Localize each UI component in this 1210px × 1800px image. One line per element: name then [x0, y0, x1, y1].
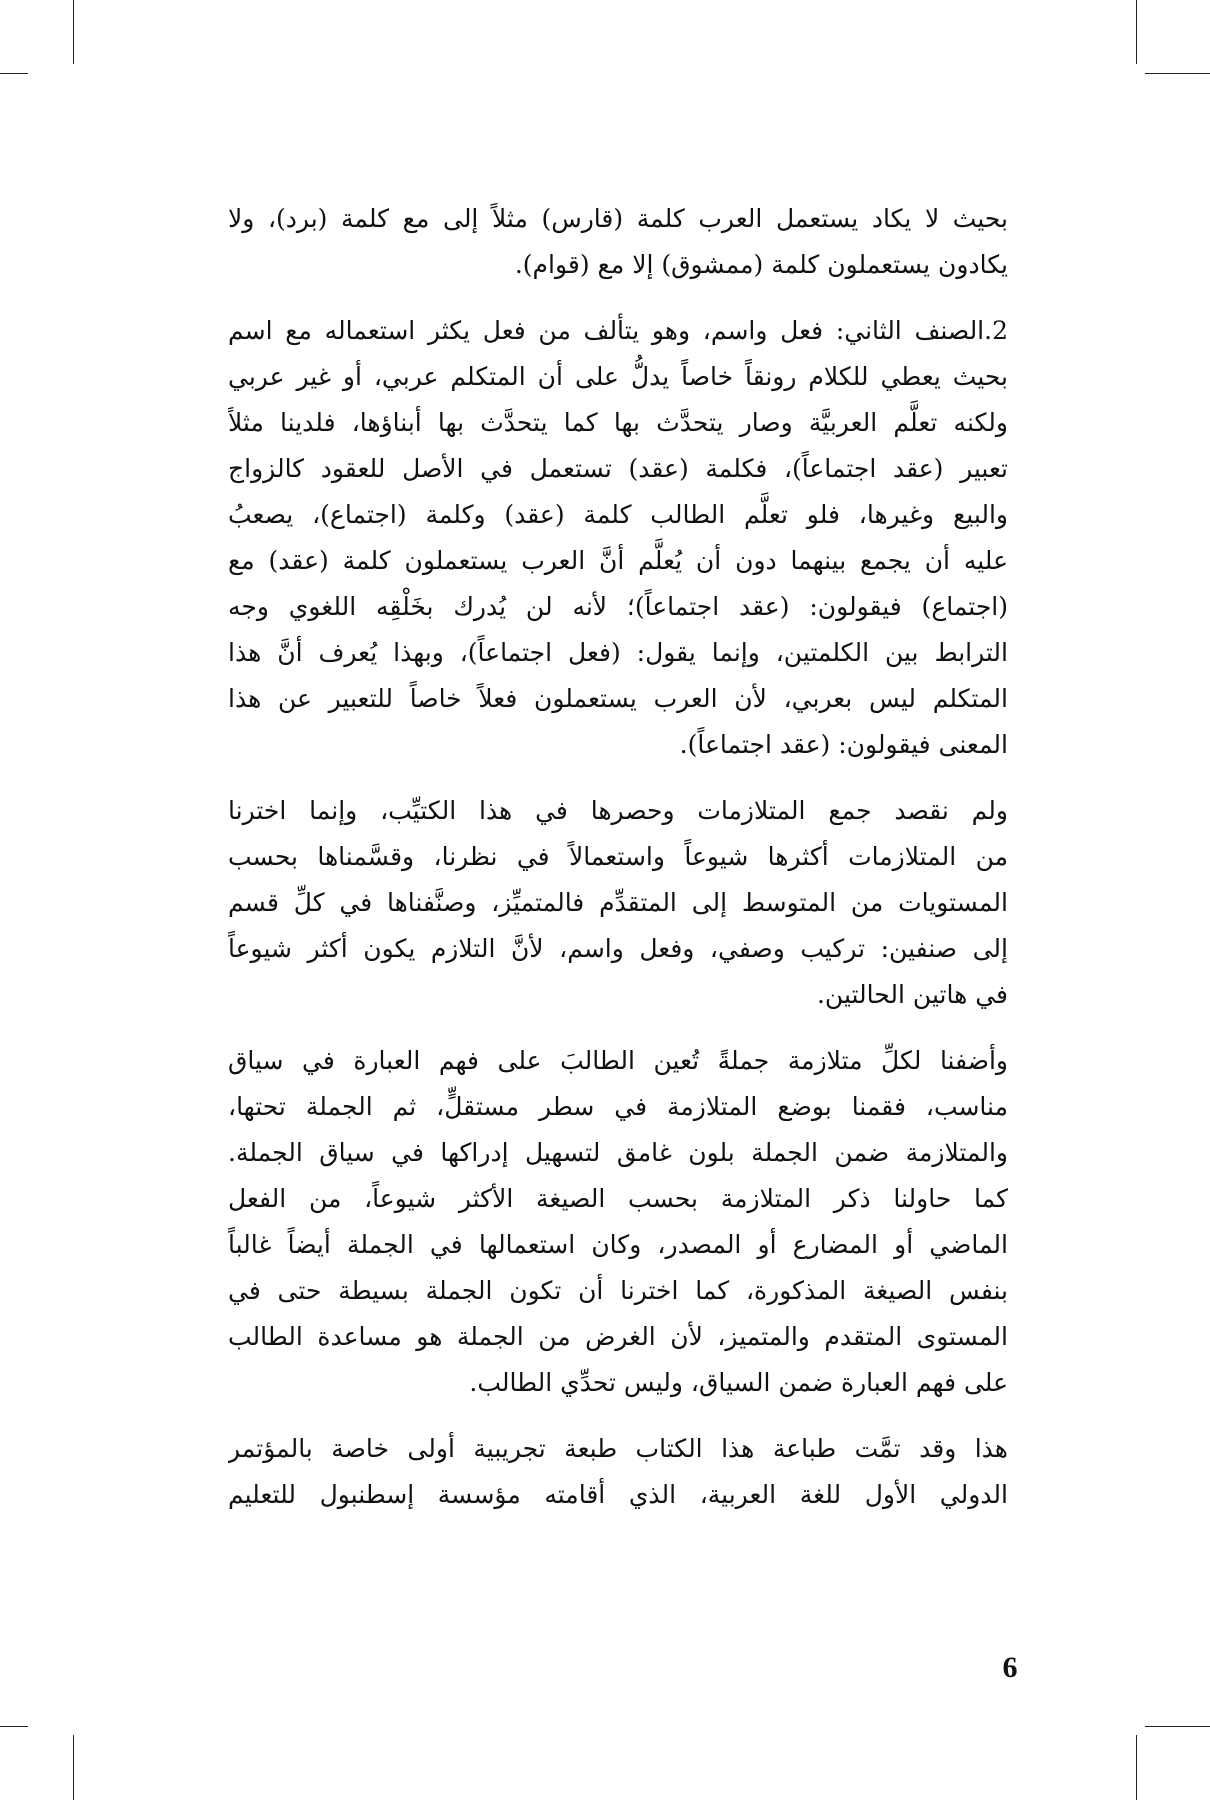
body-text — [228, 196, 1008, 1538]
text-line: وأضفنا لكلِّ متلازمة جملةً تُعين الطالبَ على فهم العبارة في سياق — [228, 1046, 1008, 1075]
text-line: والمتلازمة ضمن الجملة بلون غامق لتسهيل إدراكها في سياق الجملة. — [228, 1138, 1008, 1167]
text-line: (اجتماع) فيقولون: (عقد اجتماعاً)؛ لأنه لن يُدرك بخَلْقِه اللغوي وجه — [228, 592, 1008, 621]
crop-mark-bottom-left-vertical — [73, 1735, 74, 1800]
text-line: الماضي أو المضارع أو المصدر، وكان استعمالها في الجملة أيضاً غالباً — [228, 1230, 1008, 1259]
crop-mark-top-left-horizontal — [0, 73, 28, 74]
text-line: إلى صنفين: تركيب وصفي، وفعل واسم، لأنَّ التلازم يكون أكثر شيوعاً — [228, 934, 1008, 963]
crop-mark-top-right-vertical — [1136, 0, 1137, 64]
crop-mark-bottom-right-horizontal — [1145, 1726, 1210, 1727]
text-line: تعبير (عقد اجتماعاً)، فكلمة (عقد) تستعمل في الأصل للعقود كالزواج — [228, 454, 1008, 483]
text-line: 2.الصنف الثاني: فعل واسم، وهو يتألف من فعل يكثر استعماله مع اسم — [228, 316, 1008, 345]
text-line: الدولي الأول للغة العربية، الذي أقامته مؤسسة إسطنبول للتعليم — [228, 1480, 1008, 1509]
text-line: بحيث لا يكاد يستعمل العرب كلمة (قارس) مثلاً إلى مع كلمة (برد)، ولا — [228, 204, 1008, 233]
text-line: عليه أن يجمع بينهما دون أن يُعلَّم أنَّ العرب يستعملون كلمة (عقد) مع — [228, 546, 1008, 575]
paragraph-5 — [228, 1426, 1008, 1518]
text-line: ولكنه تعلَّم العربيَّة وصار يتحدَّث بها كما يتحدَّث بها أبناؤها، فلدينا مثلاً — [228, 408, 1008, 437]
text-line: بحيث يعطي للكلام رونقاً خاصاً يدلُّ على أن المتكلم عربي، أو غير عربي — [228, 362, 1008, 391]
paragraph-4 — [228, 1038, 1008, 1406]
text-line: المتكلم ليس بعربي، لأن العرب يستعملون فعلاً خاصاً للتعبير عن هذا — [228, 684, 1008, 713]
text-line: مناسب، فقمنا بوضع المتلازمة في سطر مستقلٍّ، ثم الجملة تحتها، — [228, 1092, 1008, 1121]
text-line: المستويات من المتوسط إلى المتقدِّم فالمتميِّز، وصنَّفناها في كلِّ قسم — [228, 888, 1008, 917]
paragraph-2 — [228, 308, 1008, 768]
text-line: كما حاولنا ذكر المتلازمة بحسب الصيغة الأكثر شيوعاً، من الفعل — [228, 1184, 1008, 1213]
crop-mark-bottom-left-horizontal — [0, 1726, 28, 1727]
text-line: ولم نقصد جمع المتلازمات وحصرها في هذا الكتيِّب، وإنما اخترنا — [228, 796, 1008, 825]
text-line: بنفس الصيغة المذكورة، كما اخترنا أن تكون الجملة بسيطة حتى في — [228, 1276, 1008, 1305]
paragraph-3 — [228, 788, 1008, 1018]
crop-mark-bottom-right-vertical — [1136, 1735, 1137, 1800]
text-line: والبيع وغيرها، فلو تعلَّم الطالب كلمة (عقد) وكلمة (اجتماع)، يصعبُ — [228, 500, 1008, 529]
text-line: على فهم العبارة ضمن السياق، وليس تحدِّي الطالب. — [469, 1368, 1008, 1397]
crop-mark-top-left-vertical — [73, 0, 74, 64]
paragraph-1 — [228, 196, 1008, 288]
crop-mark-top-right-horizontal — [1145, 73, 1210, 74]
text-line: في هاتين الحالتين. — [816, 980, 1008, 1009]
text-line: يكادون يستعملون كلمة (ممشوق) إلا مع (قوام). — [514, 250, 1008, 279]
text-line: المعنى فيقولون: (عقد اجتماعاً). — [679, 730, 1008, 759]
text-line: من المتلازمات أكثرها شيوعاً واستعمالاً في نظرنا، وقسَّمناها بحسب — [228, 842, 1008, 871]
text-line: هذا وقد تمَّت طباعة هذا الكتاب طبعة تجريبية أولى خاصة بالمؤتمر — [228, 1434, 1008, 1463]
text-line: المستوى المتقدم والمتميز، لأن الغرض من الجملة هو مساعدة الطالب — [228, 1322, 1008, 1351]
page-number: 6 — [1002, 1651, 1018, 1684]
text-line: الترابط بين الكلمتين، وإنما يقول: (فعل اجتماعاً)، وبهذا يُعرف أنَّ هذا — [228, 638, 1008, 667]
